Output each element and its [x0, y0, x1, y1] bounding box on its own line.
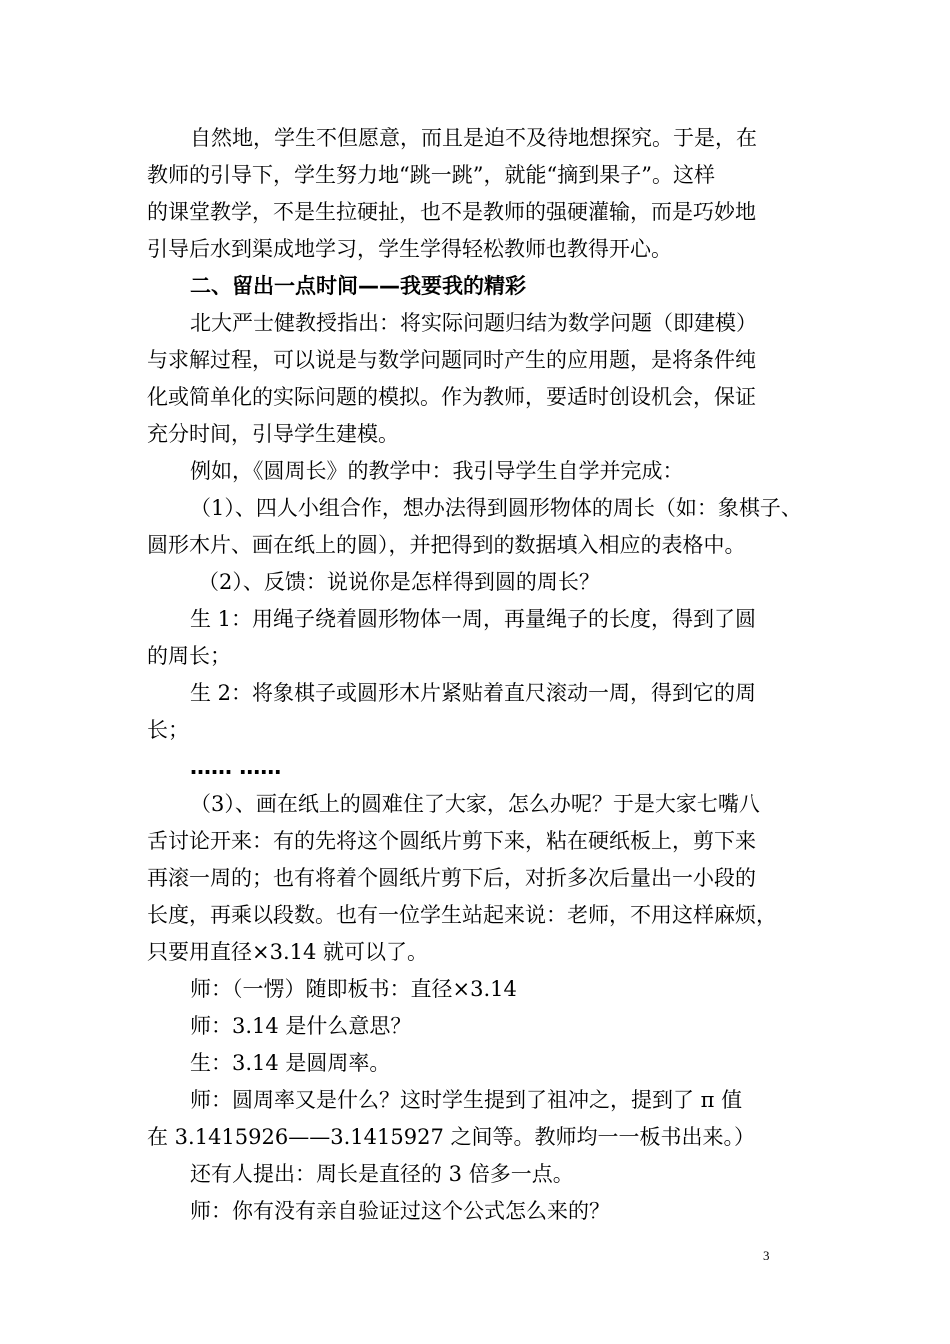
section-heading: 二、留出一点时间——我要我的精彩 [190, 274, 526, 298]
text-line: 师：你有没有亲自验证过这个公式怎么来的？ [190, 1199, 610, 1223]
text-line: （2）、反馈：说说你是怎样得到圆的周长？ [198, 570, 600, 594]
text-line: 充分时间，引导学生建模。 [147, 422, 399, 446]
text-line: 化或简单化的实际问题的模拟。作为教师，要适时创设机会，保证 [147, 385, 756, 409]
text-line: （3）、画在纸上的圆难住了大家，怎么办呢？于是大家七嘴八 [190, 792, 760, 816]
text-line: 师：3.14 是什么意思？ [190, 1014, 412, 1038]
text-line: 的周长； [147, 644, 231, 668]
text-line: 还有人提出：周长是直径的 3 倍多一点。 [190, 1162, 574, 1186]
text-line: 在 3.1415926——3.1415927 之间等。教师均一一板书出来。） [147, 1125, 755, 1149]
text-line: 生 2：将象棋子或圆形木片紧贴着直尺滚动一周，得到它的周 [190, 681, 757, 705]
text-line: 长度，再乘以段数。也有一位学生站起来说：老师，不用这样麻烦， [147, 903, 777, 927]
text-line: 的课堂教学，不是生拉硬扯，也不是教师的强硬灌输，而是巧妙地 [147, 200, 756, 224]
text-line: 引导后水到渠成地学习，学生学得轻松教师也教得开心。 [147, 237, 672, 261]
ellipsis-line: …… …… [190, 755, 282, 779]
text-line: 生 1：用绳子绕着圆形物体一周，再量绳子的长度，得到了圆 [190, 607, 757, 631]
text-line: 例如，《圆周长》的教学中：我引导学生自学并完成： [190, 459, 684, 483]
text-line: 舌讨论开来：有的先将这个圆纸片剪下来，粘在硬纸板上，剪下来 [147, 829, 756, 853]
text-line: （1）、四人小组合作，想办法得到圆形物体的周长（如：象棋子、 [190, 496, 802, 520]
text-line: 北大严士健教授指出：将实际问题归结为数学问题（即建模） [190, 311, 757, 335]
text-line: 再滚一周的；也有将着个圆纸片剪下后，对折多次后量出一小段的 [147, 866, 756, 890]
text-line: 圆形木片、画在纸上的圆），并把得到的数据填入相应的表格中。 [147, 533, 746, 557]
text-line: 自然地，学生不但愿意，而且是迫不及待地想探究。于是，在 [190, 126, 757, 150]
text-line: 生：3.14 是圆周率。 [190, 1051, 391, 1075]
text-line: 师：圆周率又是什么？这时学生提到了祖冲之，提到了 π 值 [190, 1088, 743, 1112]
text-line: 长； [147, 718, 189, 742]
text-line: 与求解过程，可以说是与数学问题同时产生的应用题，是将条件纯 [147, 348, 756, 372]
text-line: 师：（一愣）随即板书：直径×3.14 [190, 977, 517, 1001]
page-number: 3 [763, 1248, 770, 1263]
text-line: 只要用直径×3.14 就可以了。 [147, 940, 429, 964]
text-line: 教师的引导下，学生努力地“跳一跳”，就能“摘到果子”。这样 [147, 163, 715, 187]
